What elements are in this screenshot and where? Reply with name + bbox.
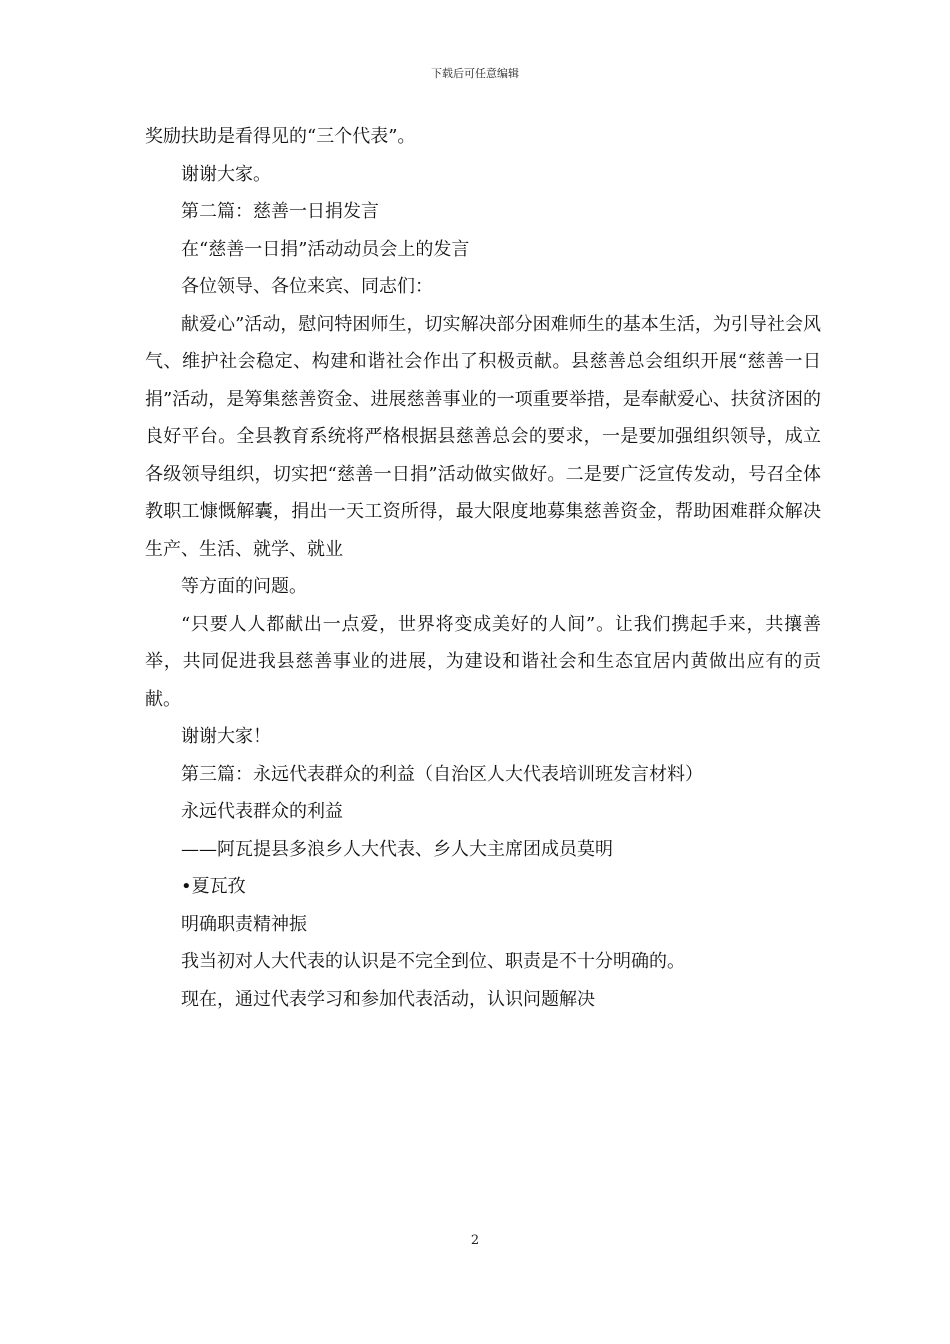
author-line: •夏瓦孜 [181,876,246,897]
paragraph: “只要人人都献出一点爱，世界将变成美好的人间”。让我们携起手来，共攘善举，共同促进我县慈善事业的进展，为建设和谐社会和生态宜居内黄做出应有的贡献。 [145,613,821,710]
salutation: 各位领导、各位来宾、同志们： [181,276,433,297]
speech-title: 在“慈善一日捐”活动动员会上的发言 [181,238,470,260]
speech-title: 永远代表群众的利益 [181,801,343,822]
page-number: 2 [470,1233,480,1248]
page-header: 下载后可任意编辑 [431,67,519,80]
paragraph: 现在，通过代表学习和参加代表活动，认识问题解决 [181,988,595,1010]
paragraph: 谢谢大家！ [181,726,271,747]
subheading: 明确职责精神振 [181,913,307,935]
document-body [145,118,821,1018]
section-heading: 第三篇：永远代表群众的利益（自治区人大代表培训班发言材料） [181,763,703,785]
paragraph: 奖励扶助是看得见的“三个代表”。 [145,126,416,147]
paragraph: 献爱心”活动，慰问特困师生，切实解决部分困难师生的基本生活，为引导社会风气、维护社会稳定、构建和谐社会作出了积极贡献。县慈善总会组织开展“慈善一日捐”活动，是筹集慈善资金、进展慈善事业的一项重要举措，是奉献爱心、扶贫济困的良好平台。全县教育系统将严格根据县慈善总会的要求，一是要加强组织领导，成立各级领导组织，切实把“慈善一日捐”活动做实做好。二是要广泛宣传发动，号召全体教职工慷慨解囊，捐出一天工资所得，最大限度地募集慈善资金，帮助困难群众解决生产、生活、就学、就业 [145,313,821,560]
paragraph: 我当初对人大代表的认识是不完全到位、职责是不十分明确的。 [181,951,685,972]
paragraph: 谢谢大家。 [181,163,271,185]
section-heading: 第二篇：慈善一日捐发言 [181,201,379,222]
paragraph: 等方面的问题。 [181,576,307,597]
author-line: ——阿瓦提县多浪乡人大代表、乡人大主席团成员莫明 [181,838,613,860]
